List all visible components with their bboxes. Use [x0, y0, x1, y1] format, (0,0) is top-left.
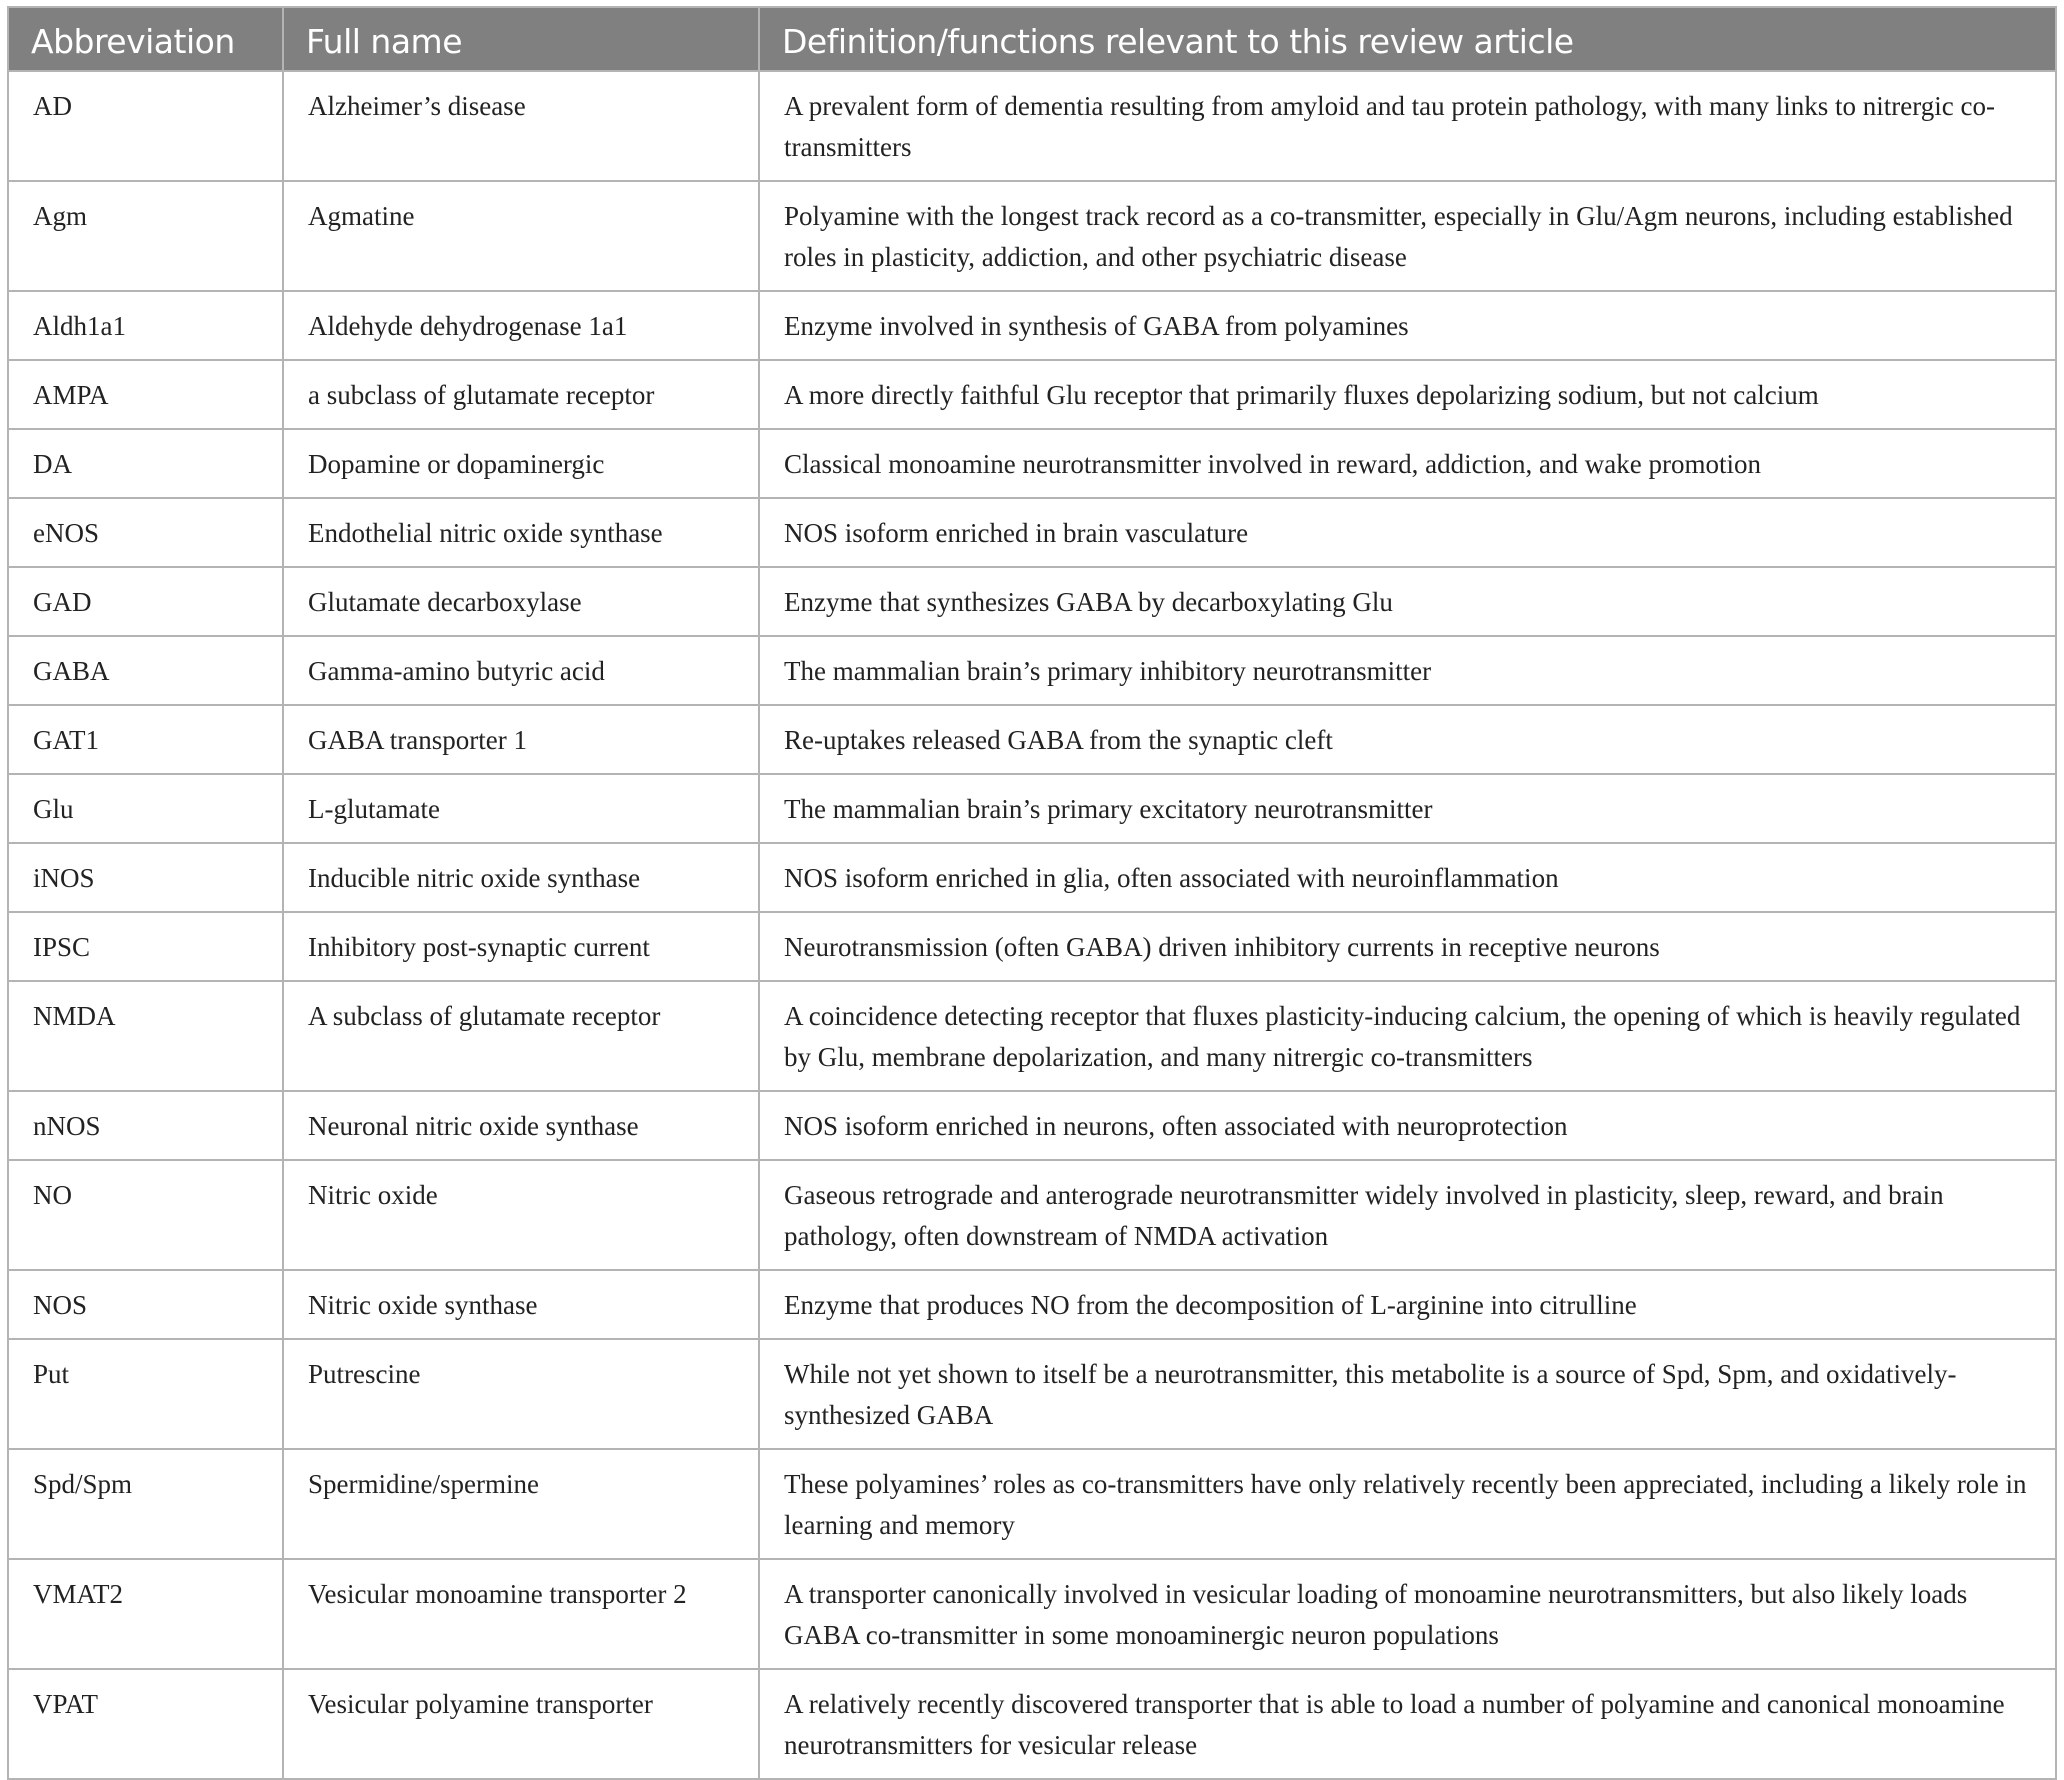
abbreviation-cell: nNOS — [8, 1091, 283, 1160]
full-name-cell: Nitric oxide synthase — [283, 1270, 759, 1339]
table-row — [8, 843, 2056, 912]
table-row — [8, 429, 2056, 498]
table-row — [8, 1091, 2056, 1160]
table-row — [8, 71, 2056, 181]
full-name-cell: Aldehyde dehydrogenase 1a1 — [283, 291, 759, 360]
table-row — [8, 1270, 2056, 1339]
table-row — [8, 774, 2056, 843]
table-row — [8, 1339, 2056, 1449]
full-name-cell: Vesicular monoamine transporter 2 — [283, 1559, 759, 1669]
table-row — [8, 636, 2056, 705]
definition-cell: While not yet shown to itself be a neurotransmitter, this metabolite is a source of Spd, Spm, and oxidatively-synthesized GABA — [759, 1339, 2056, 1449]
abbreviation-cell: Glu — [8, 774, 283, 843]
definition-cell: The mammalian brain’s primary excitatory neurotransmitter — [759, 774, 2056, 843]
definition-cell: Gaseous retrograde and anterograde neurotransmitter widely involved in plasticity, sleep, reward, and brain pathology, often downstream of NMDA activation — [759, 1160, 2056, 1270]
definition-cell: Polyamine with the longest track record as a co-transmitter, especially in Glu/Agm neurons, including established roles in plasticity, addiction, and other psychiatric disease — [759, 181, 2056, 291]
full-name-cell: GABA transporter 1 — [283, 705, 759, 774]
full-name-cell: L-glutamate — [283, 774, 759, 843]
abbreviation-cell: DA — [8, 429, 283, 498]
abbreviation-cell: NMDA — [8, 981, 283, 1091]
definition-cell: Re-uptakes released GABA from the synaptic cleft — [759, 705, 2056, 774]
header-definition: Definition/functions relevant to this review article — [759, 7, 2056, 71]
definition-cell: NOS isoform enriched in glia, often associated with neuroinflammation — [759, 843, 2056, 912]
full-name-cell: A subclass of glutamate receptor — [283, 981, 759, 1091]
abbreviation-cell: Spd/Spm — [8, 1449, 283, 1559]
full-name-cell: Dopamine or dopaminergic — [283, 429, 759, 498]
full-name-cell: Endothelial nitric oxide synthase — [283, 498, 759, 567]
abbreviations-table — [7, 6, 2057, 1780]
full-name-cell: Neuronal nitric oxide synthase — [283, 1091, 759, 1160]
full-name-cell: Spermidine/spermine — [283, 1449, 759, 1559]
full-name-cell: Nitric oxide — [283, 1160, 759, 1270]
abbreviation-cell: NOS — [8, 1270, 283, 1339]
definition-cell: A prevalent form of dementia resulting from amyloid and tau protein pathology, with many links to nitrergic co-transmitters — [759, 71, 2056, 181]
full-name-cell: Vesicular polyamine transporter — [283, 1669, 759, 1779]
definition-cell: Enzyme involved in synthesis of GABA from polyamines — [759, 291, 2056, 360]
full-name-cell: a subclass of glutamate receptor — [283, 360, 759, 429]
table-row — [8, 981, 2056, 1091]
table-row — [8, 1559, 2056, 1669]
definition-cell: A transporter canonically involved in vesicular loading of monoamine neurotransmitters, but also likely loads GABA co-transmitter in some monoaminergic neuron populations — [759, 1559, 2056, 1669]
table-row — [8, 1160, 2056, 1270]
abbreviation-cell: GAT1 — [8, 705, 283, 774]
abbreviation-cell: VMAT2 — [8, 1559, 283, 1669]
header-row — [8, 7, 2056, 71]
definition-cell: Classical monoamine neurotransmitter involved in reward, addiction, and wake promotion — [759, 429, 2056, 498]
table-row — [8, 291, 2056, 360]
abbreviation-cell: GABA — [8, 636, 283, 705]
abbreviation-cell: eNOS — [8, 498, 283, 567]
header-full-name: Full name — [283, 7, 759, 71]
table-row — [8, 360, 2056, 429]
definition-cell: A relatively recently discovered transporter that is able to load a number of polyamine and canonical monoamine neurotransmitters for vesicular release — [759, 1669, 2056, 1779]
definition-cell: A more directly faithful Glu receptor that primarily fluxes depolarizing sodium, but not calcium — [759, 360, 2056, 429]
full-name-cell: Alzheimer’s disease — [283, 71, 759, 181]
abbreviation-cell: AD — [8, 71, 283, 181]
table-row — [8, 1669, 2056, 1779]
full-name-cell: Agmatine — [283, 181, 759, 291]
definition-cell: Neurotransmission (often GABA) driven inhibitory currents in receptive neurons — [759, 912, 2056, 981]
table-row — [8, 181, 2056, 291]
abbreviation-cell: IPSC — [8, 912, 283, 981]
abbreviation-cell: VPAT — [8, 1669, 283, 1779]
abbreviation-cell: Aldh1a1 — [8, 291, 283, 360]
full-name-cell: Inducible nitric oxide synthase — [283, 843, 759, 912]
abbreviation-cell: GAD — [8, 567, 283, 636]
full-name-cell: Putrescine — [283, 1339, 759, 1449]
definition-cell: A coincidence detecting receptor that fluxes plasticity-inducing calcium, the opening of which is heavily regulated by Glu, membrane depolarization, and many nitrergic co-transmitters — [759, 981, 2056, 1091]
table-row — [8, 498, 2056, 567]
abbreviation-cell: NO — [8, 1160, 283, 1270]
abbreviation-cell: AMPA — [8, 360, 283, 429]
full-name-cell: Glutamate decarboxylase — [283, 567, 759, 636]
abbreviation-cell: Agm — [8, 181, 283, 291]
definition-cell: The mammalian brain’s primary inhibitory neurotransmitter — [759, 636, 2056, 705]
table-row — [8, 567, 2056, 636]
full-name-cell: Gamma-amino butyric acid — [283, 636, 759, 705]
table-row — [8, 912, 2056, 981]
header-abbreviation: Abbreviation — [8, 7, 283, 71]
definition-cell: NOS isoform enriched in brain vasculature — [759, 498, 2056, 567]
definition-cell: These polyamines’ roles as co-transmitters have only relatively recently been appreciated, including a likely role in learning and memory — [759, 1449, 2056, 1559]
table-row — [8, 1449, 2056, 1559]
abbreviation-cell: Put — [8, 1339, 283, 1449]
full-name-cell: Inhibitory post-synaptic current — [283, 912, 759, 981]
definition-cell: Enzyme that produces NO from the decomposition of L-arginine into citrulline — [759, 1270, 2056, 1339]
definition-cell: NOS isoform enriched in neurons, often associated with neuroprotection — [759, 1091, 2056, 1160]
abbreviation-cell: iNOS — [8, 843, 283, 912]
definition-cell: Enzyme that synthesizes GABA by decarboxylating Glu — [759, 567, 2056, 636]
table-row — [8, 705, 2056, 774]
